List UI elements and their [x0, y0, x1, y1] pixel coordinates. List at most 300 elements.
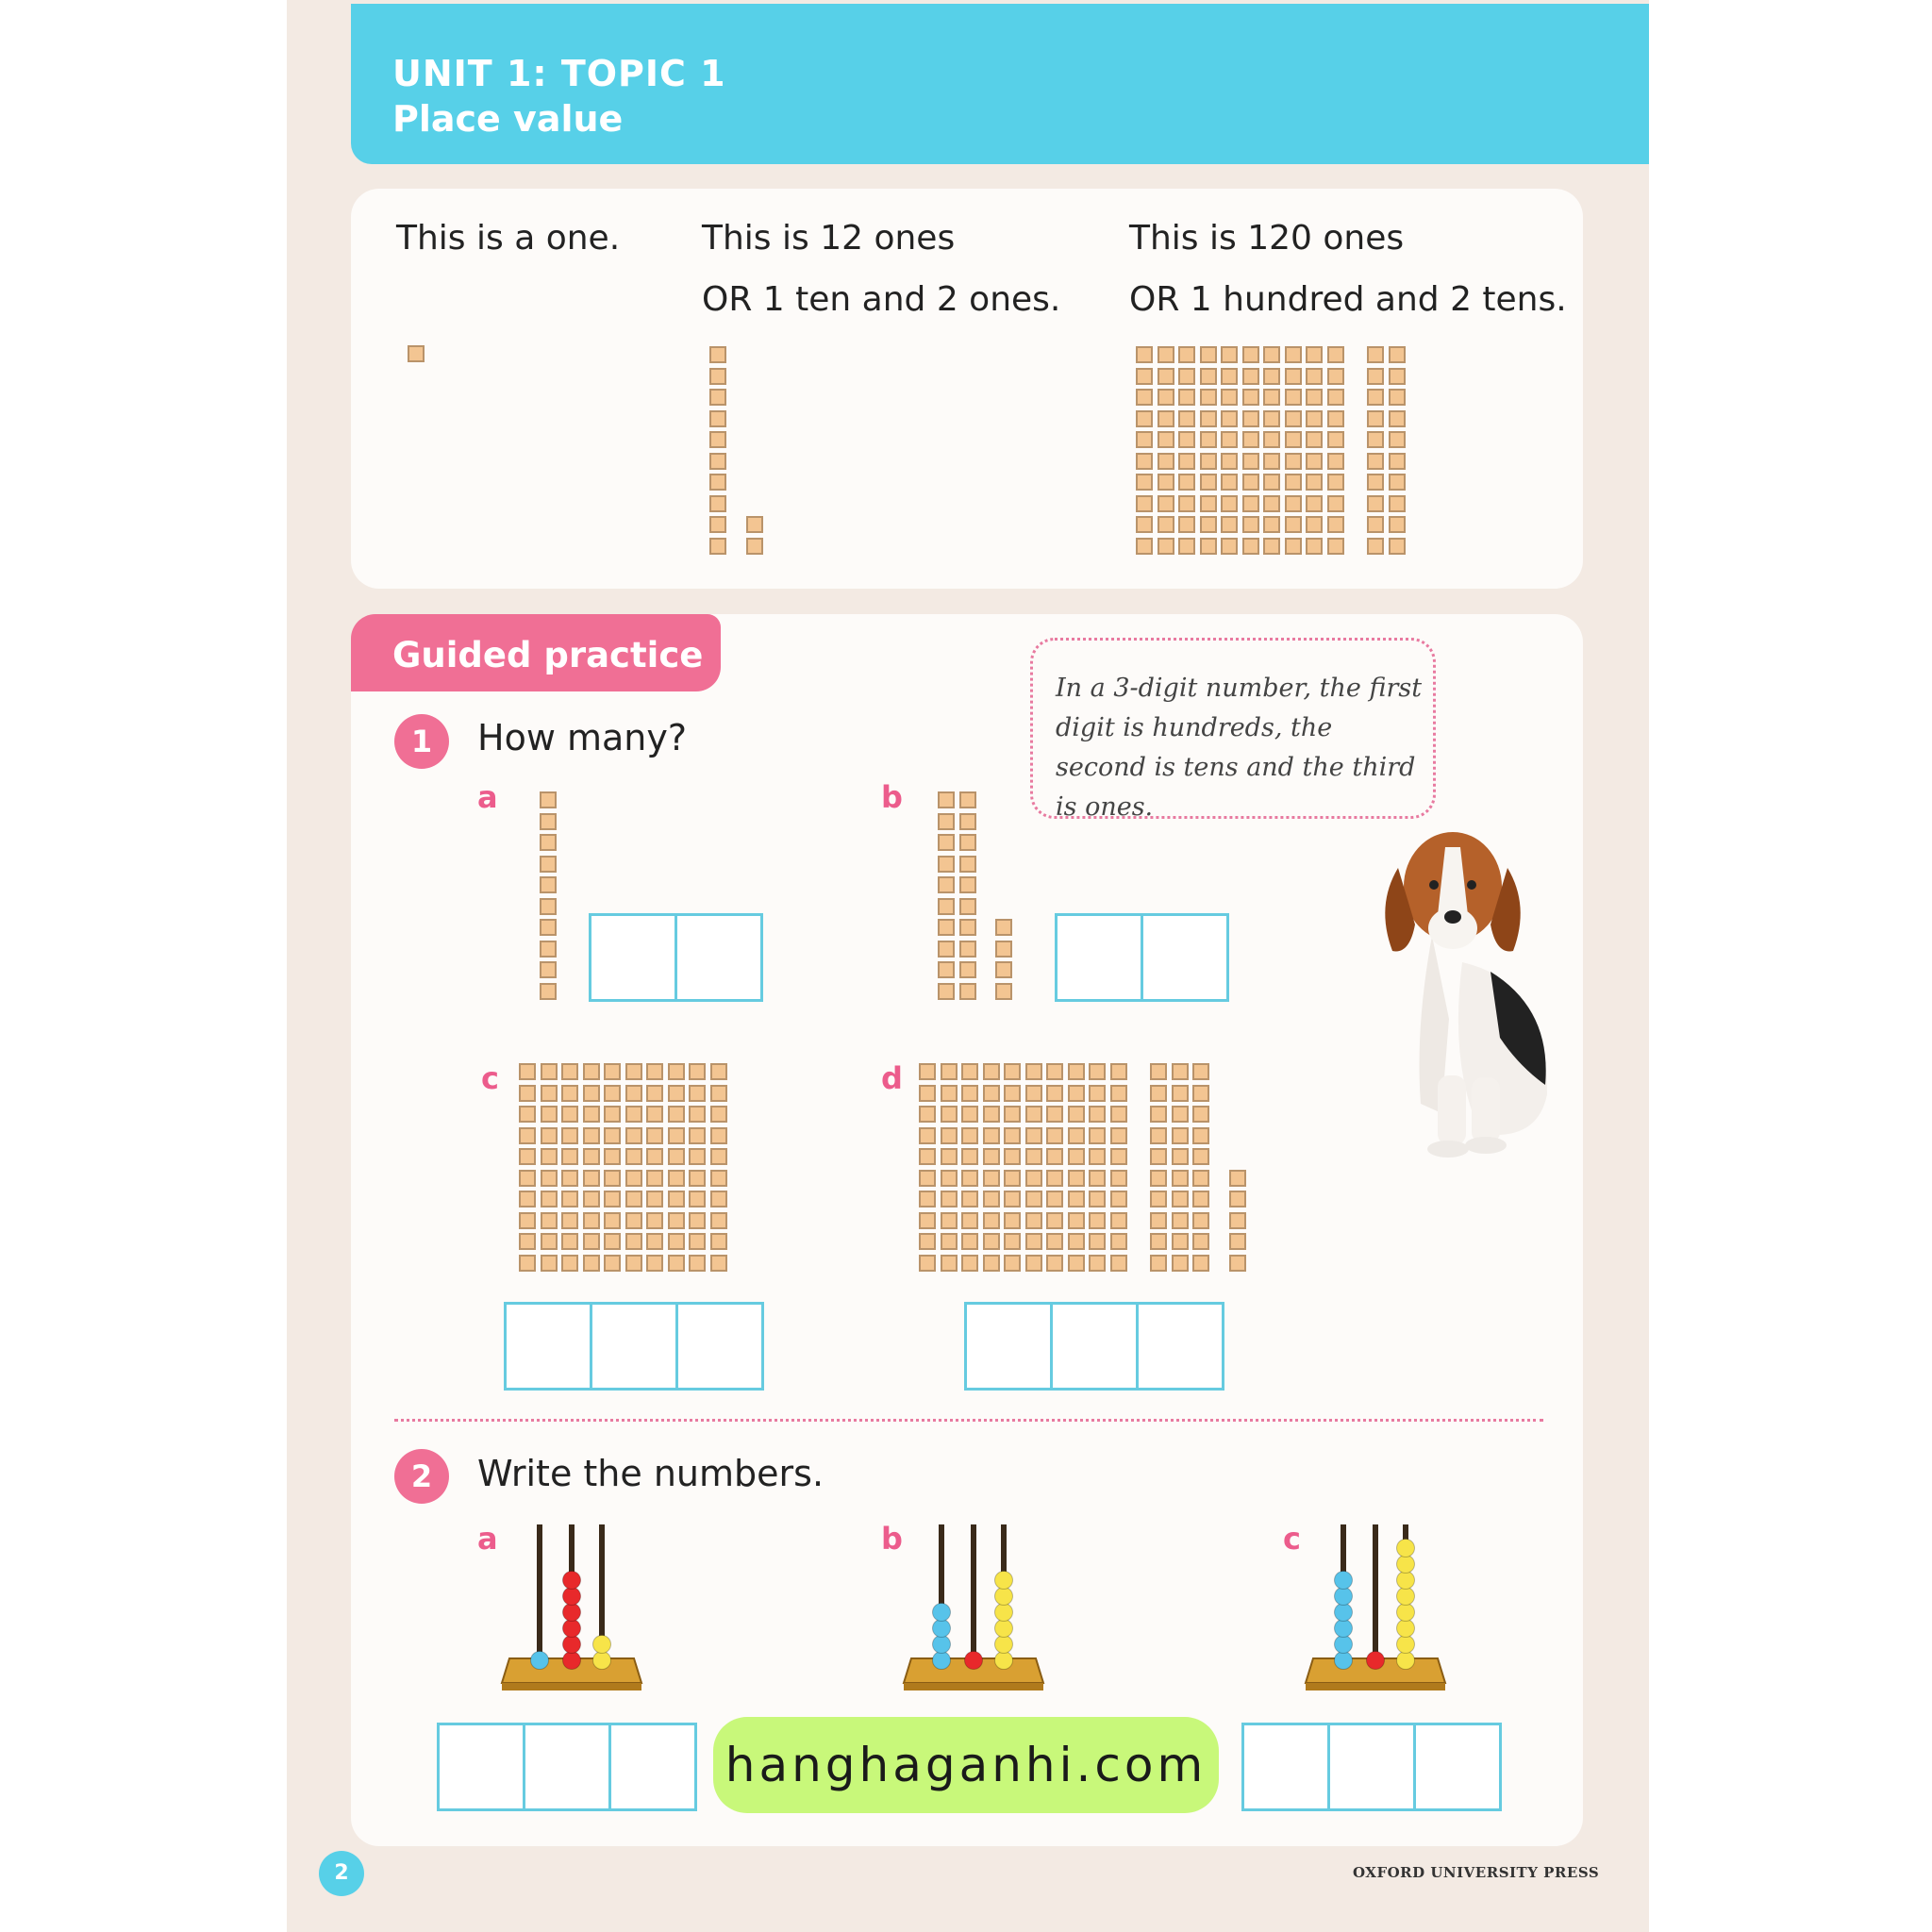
unit-cube — [1263, 474, 1280, 491]
answer-boxes-q2a — [437, 1723, 697, 1811]
unit-cube — [1150, 1085, 1167, 1102]
unit-cube — [1158, 453, 1174, 470]
answer-box-tens[interactable] — [1327, 1723, 1416, 1811]
unit-cube — [1089, 1106, 1106, 1123]
unit-cube — [961, 1148, 978, 1165]
unit-cube — [668, 1255, 685, 1272]
unit-cube — [1367, 431, 1384, 448]
unit-cube — [1367, 410, 1384, 427]
unit-cube — [709, 368, 726, 385]
answer-box-hundreds[interactable] — [504, 1302, 592, 1391]
unit-cube — [604, 1191, 621, 1208]
unit-cube — [1327, 453, 1344, 470]
unit-cube — [604, 1127, 621, 1144]
unit-cube — [710, 1085, 727, 1102]
abacus-bead-hundreds — [1335, 1636, 1353, 1654]
unit-cube — [959, 813, 976, 830]
unit-cube — [959, 961, 976, 978]
unit-cube — [995, 941, 1012, 958]
unit-cube — [1046, 1148, 1063, 1165]
unit-cube — [625, 1212, 642, 1229]
unit-cube — [1136, 474, 1153, 491]
unit-cube — [1110, 1170, 1127, 1187]
answer-box-tens[interactable] — [589, 913, 677, 1002]
unit-cube — [1025, 1085, 1042, 1102]
unit-cube — [1089, 1255, 1106, 1272]
unit-cube — [540, 983, 557, 1000]
unit-cube — [983, 1170, 1000, 1187]
unit-cube — [709, 474, 726, 491]
abacus-rod-tens — [1373, 1524, 1378, 1666]
unit-cube — [646, 1148, 663, 1165]
unit-cube — [541, 1212, 558, 1229]
unit-cube — [1068, 1255, 1085, 1272]
intro-hundred-line2: OR 1 hundred and 2 tens. — [1129, 280, 1567, 319]
unit-cube — [961, 1106, 978, 1123]
unit-cube — [1263, 516, 1280, 533]
q1-label-c: c — [481, 1060, 499, 1096]
unit-cube — [1327, 368, 1344, 385]
unit-cube — [938, 898, 955, 915]
unit-cube — [646, 1085, 663, 1102]
abacus-bead-ones — [1397, 1636, 1415, 1654]
abacus-bead-tens — [563, 1572, 581, 1590]
unit-cube — [668, 1170, 685, 1187]
unit-cube — [540, 834, 557, 851]
unit-cube — [983, 1148, 1000, 1165]
unit-cube — [604, 1233, 621, 1250]
unit-cube — [583, 1148, 600, 1165]
unit-cube — [1172, 1106, 1189, 1123]
answer-box-hundreds[interactable] — [964, 1302, 1053, 1391]
unit-cube — [1389, 495, 1406, 512]
unit-cube — [959, 856, 976, 873]
unit-cube — [1150, 1127, 1167, 1144]
unit-cube — [689, 1255, 706, 1272]
unit-cube — [938, 876, 955, 893]
abacus-bead-ones — [593, 1636, 611, 1654]
unit-cube — [1046, 1127, 1063, 1144]
unit-cube — [604, 1085, 621, 1102]
q1-label-a: a — [477, 779, 498, 815]
unit-cube — [938, 919, 955, 936]
unit-cube — [689, 1127, 706, 1144]
unit-cube — [1178, 538, 1195, 555]
unit-cube — [1229, 1170, 1246, 1187]
abacus-bead-tens — [563, 1588, 581, 1606]
beagle-dog-image — [1358, 830, 1566, 1160]
unit-cube — [1068, 1233, 1085, 1250]
unit-cube — [1242, 474, 1259, 491]
unit-cube — [1172, 1255, 1189, 1272]
unit-cube — [561, 1127, 578, 1144]
unit-cube — [1172, 1233, 1189, 1250]
unit-cube — [1068, 1170, 1085, 1187]
unit-cube — [709, 389, 726, 406]
unit-cube — [959, 898, 976, 915]
abacus-bead-ones — [1397, 1556, 1415, 1574]
unit-cube — [1025, 1170, 1042, 1187]
unit-cube — [561, 1255, 578, 1272]
unit-cube — [1242, 346, 1259, 363]
unit-cube — [746, 538, 763, 555]
unit-cube — [1229, 1233, 1246, 1250]
unit-cube — [919, 1255, 936, 1272]
unit-cube — [689, 1063, 706, 1080]
abacus-bead-ones — [995, 1652, 1013, 1670]
unit-cube — [938, 813, 955, 830]
unit-cube — [1004, 1148, 1021, 1165]
unit-cube — [1200, 538, 1217, 555]
unit-cube — [519, 1170, 536, 1187]
abacus-rod-hundreds — [537, 1524, 542, 1666]
answer-box-tens[interactable] — [1050, 1302, 1139, 1391]
unit-cube — [1306, 410, 1323, 427]
unit-cube — [1285, 474, 1302, 491]
unit-cube — [1068, 1191, 1085, 1208]
unit-cube — [1285, 495, 1302, 512]
unit-cube — [1389, 368, 1406, 385]
unit-cube — [1004, 1127, 1021, 1144]
unit-cube — [1367, 453, 1384, 470]
answer-boxes-q1d — [964, 1302, 1224, 1391]
unit-cube — [1025, 1255, 1042, 1272]
abacus-bead-hundreds — [1335, 1652, 1353, 1670]
publisher-credit: OXFORD UNIVERSITY PRESS — [1353, 1864, 1600, 1881]
unit-cube — [961, 1233, 978, 1250]
abacus-bead-hundreds — [531, 1652, 549, 1670]
unit-cube — [1110, 1233, 1127, 1250]
unit-cube — [604, 1148, 621, 1165]
unit-cube — [1221, 410, 1238, 427]
q2-label-c: c — [1283, 1521, 1301, 1557]
unit-cube — [1178, 431, 1195, 448]
unit-cube — [1221, 495, 1238, 512]
unit-cube — [1200, 431, 1217, 448]
unit-cube — [1285, 516, 1302, 533]
abacus-bead-tens — [563, 1620, 581, 1638]
unit-cube — [1192, 1212, 1209, 1229]
unit-cube — [1110, 1191, 1127, 1208]
unit-cube — [1025, 1063, 1042, 1080]
unit-cube — [941, 1063, 958, 1080]
unit-cube — [1136, 410, 1153, 427]
unit-cube — [961, 1085, 978, 1102]
unit-cube — [1172, 1191, 1189, 1208]
watermark-banner: hanghaganhi.com — [713, 1717, 1219, 1813]
unit-cube — [1004, 1212, 1021, 1229]
unit-cube — [919, 1148, 936, 1165]
unit-cube — [1327, 346, 1344, 363]
unit-cube — [1221, 431, 1238, 448]
answer-box-ones[interactable] — [1141, 913, 1229, 1002]
unit-cube — [689, 1212, 706, 1229]
answer-box-tens[interactable] — [1055, 913, 1143, 1002]
unit-cube — [1172, 1212, 1189, 1229]
unit-cube — [1110, 1255, 1127, 1272]
unit-cube — [959, 791, 976, 808]
unit-heading: UNIT 1: TOPIC 1 — [392, 53, 726, 94]
unit-cube — [1200, 453, 1217, 470]
unit-cube — [1150, 1106, 1167, 1123]
unit-cube — [540, 941, 557, 958]
answer-box-tens[interactable] — [590, 1302, 678, 1391]
unit-cube — [668, 1063, 685, 1080]
unit-cube — [1229, 1191, 1246, 1208]
unit-cube — [710, 1127, 727, 1144]
unit-cube — [625, 1106, 642, 1123]
unit-cube — [604, 1170, 621, 1187]
answer-boxes-q1b — [1055, 913, 1229, 1002]
guided-practice-label: Guided practice — [392, 635, 704, 675]
unit-cube — [408, 345, 425, 362]
unit-cube — [540, 791, 557, 808]
unit-cube — [1110, 1127, 1127, 1144]
unit-cube — [1263, 410, 1280, 427]
unit-cube — [995, 983, 1012, 1000]
unit-cube — [941, 1233, 958, 1250]
answer-box-ones[interactable] — [675, 1302, 764, 1391]
abacus-bead-hundreds — [933, 1604, 951, 1622]
unit-cube — [1192, 1127, 1209, 1144]
unit-cube — [1306, 346, 1323, 363]
abacus-bead-hundreds — [1335, 1572, 1353, 1590]
intro-hundred-line1: This is 120 ones — [1129, 219, 1405, 258]
unit-cube — [983, 1106, 1000, 1123]
unit-cube — [1025, 1233, 1042, 1250]
unit-cube — [646, 1212, 663, 1229]
unit-cube — [541, 1085, 558, 1102]
unit-cube — [710, 1255, 727, 1272]
unit-cube — [1136, 389, 1153, 406]
unit-cube — [583, 1106, 600, 1123]
abacus-bead-ones — [1397, 1620, 1415, 1638]
abacus-bead-hundreds — [1335, 1620, 1353, 1638]
unit-cube — [1025, 1191, 1042, 1208]
unit-cube — [959, 941, 976, 958]
unit-cube — [541, 1233, 558, 1250]
abacus-bead-hundreds — [933, 1636, 951, 1654]
q2-label-a: a — [477, 1521, 498, 1557]
unit-cube — [625, 1063, 642, 1080]
unit-cube — [668, 1106, 685, 1123]
unit-cube — [941, 1127, 958, 1144]
unit-cube — [1158, 495, 1174, 512]
answer-box-ones[interactable] — [1413, 1723, 1502, 1811]
unit-cube — [540, 813, 557, 830]
unit-cube — [561, 1106, 578, 1123]
unit-cube — [646, 1127, 663, 1144]
abacus-bead-ones — [995, 1588, 1013, 1606]
unit-cube — [1242, 368, 1259, 385]
abacus-bead-ones — [995, 1636, 1013, 1654]
unit-cube — [941, 1191, 958, 1208]
unit-cube — [1158, 431, 1174, 448]
abacus-bead-ones — [1397, 1604, 1415, 1622]
question-2-text: Write the numbers. — [477, 1453, 824, 1494]
unit-cube — [710, 1212, 727, 1229]
unit-cube — [961, 1127, 978, 1144]
unit-cube — [1285, 368, 1302, 385]
answer-box-hundreds[interactable] — [1241, 1723, 1330, 1811]
unit-cube — [1389, 474, 1406, 491]
unit-cube — [983, 1085, 1000, 1102]
unit-cube — [1263, 495, 1280, 512]
unit-cube — [1285, 346, 1302, 363]
unit-cube — [668, 1085, 685, 1102]
unit-cube — [709, 538, 726, 555]
unit-cube — [1150, 1170, 1167, 1187]
unit-cube — [1221, 346, 1238, 363]
unit-cube — [1025, 1148, 1042, 1165]
unit-cube — [604, 1212, 621, 1229]
unit-cube — [541, 1127, 558, 1144]
answer-box-tens[interactable] — [523, 1723, 611, 1811]
unit-cube — [710, 1191, 727, 1208]
unit-cube — [540, 876, 557, 893]
unit-cube — [919, 1212, 936, 1229]
unit-cube — [1110, 1212, 1127, 1229]
unit-cube — [1192, 1170, 1209, 1187]
unit-cube — [1221, 538, 1238, 555]
unit-cube — [1242, 538, 1259, 555]
abacus-bead-ones — [995, 1604, 1013, 1622]
unit-cube — [1150, 1148, 1167, 1165]
unit-cube — [1367, 495, 1384, 512]
unit-cube — [1263, 389, 1280, 406]
unit-cube — [983, 1212, 1000, 1229]
unit-cube — [1172, 1170, 1189, 1187]
unit-cube — [1389, 431, 1406, 448]
unit-cube — [961, 1170, 978, 1187]
answer-box-hundreds[interactable] — [437, 1723, 525, 1811]
abacus-bead-ones — [995, 1620, 1013, 1638]
abacus-rod-tens — [971, 1524, 976, 1666]
unit-cube — [710, 1233, 727, 1250]
unit-cube — [1285, 538, 1302, 555]
unit-cube — [1263, 453, 1280, 470]
unit-cube — [519, 1191, 536, 1208]
unit-cube — [941, 1212, 958, 1229]
unit-cube — [1004, 1191, 1021, 1208]
unit-cube — [689, 1170, 706, 1187]
unit-cube — [1200, 495, 1217, 512]
unit-cube — [1389, 516, 1406, 533]
unit-cube — [625, 1148, 642, 1165]
unit-cube — [646, 1233, 663, 1250]
abacus-c — [1300, 1515, 1451, 1704]
unit-cube — [604, 1106, 621, 1123]
answer-box-ones[interactable] — [1136, 1302, 1224, 1391]
unit-cube — [1004, 1063, 1021, 1080]
unit-cube — [1285, 389, 1302, 406]
unit-cube — [519, 1233, 536, 1250]
unit-cube — [1306, 453, 1323, 470]
abacus-bead-tens — [563, 1604, 581, 1622]
unit-cube — [1158, 516, 1174, 533]
unit-cube — [1025, 1127, 1042, 1144]
unit-cube — [1389, 346, 1406, 363]
unit-cube — [583, 1212, 600, 1229]
unit-cube — [541, 1170, 558, 1187]
unit-cube — [919, 1127, 936, 1144]
unit-cube — [1004, 1106, 1021, 1123]
unit-cube — [1327, 389, 1344, 406]
unit-cube — [561, 1233, 578, 1250]
unit-cube — [541, 1191, 558, 1208]
unit-cube — [1150, 1191, 1167, 1208]
unit-cube — [1327, 474, 1344, 491]
answer-box-ones[interactable] — [675, 913, 763, 1002]
unit-cube — [1172, 1127, 1189, 1144]
unit-cube — [709, 346, 726, 363]
unit-cube — [1150, 1063, 1167, 1080]
abacus-bead-ones — [1397, 1540, 1415, 1557]
unit-cube — [1110, 1106, 1127, 1123]
unit-cube — [541, 1106, 558, 1123]
unit-cube — [1136, 431, 1153, 448]
unit-cube — [919, 1106, 936, 1123]
unit-cube — [604, 1063, 621, 1080]
unit-cube — [689, 1106, 706, 1123]
unit-cube — [1110, 1148, 1127, 1165]
unit-cube — [710, 1170, 727, 1187]
unit-cube — [561, 1212, 578, 1229]
unit-cube — [1327, 516, 1344, 533]
unit-cube — [1178, 474, 1195, 491]
unit-cube — [938, 983, 955, 1000]
unit-cube — [1200, 474, 1217, 491]
unit-cube — [1089, 1212, 1106, 1229]
unit-cube — [938, 941, 955, 958]
unit-cube — [1172, 1085, 1189, 1102]
unit-cube — [1046, 1212, 1063, 1229]
unit-cube — [668, 1212, 685, 1229]
unit-cube — [938, 791, 955, 808]
unit-cube — [541, 1255, 558, 1272]
unit-cube — [1192, 1085, 1209, 1102]
unit-cube — [1068, 1127, 1085, 1144]
unit-cube — [1089, 1191, 1106, 1208]
intro-twelve-line1: This is 12 ones — [702, 219, 956, 258]
unit-cube — [1306, 495, 1323, 512]
unit-cube — [519, 1212, 536, 1229]
answer-box-ones[interactable] — [608, 1723, 697, 1811]
unit-cube — [646, 1191, 663, 1208]
q1-label-d: d — [881, 1060, 903, 1096]
unit-cube — [1068, 1085, 1085, 1102]
unit-cube — [941, 1255, 958, 1272]
unit-cube — [1327, 495, 1344, 512]
unit-cube — [959, 876, 976, 893]
unit-cube — [561, 1148, 578, 1165]
unit-cube — [604, 1255, 621, 1272]
unit-cube — [1046, 1170, 1063, 1187]
unit-cube — [625, 1233, 642, 1250]
unit-cube — [1025, 1212, 1042, 1229]
unit-cube — [983, 1127, 1000, 1144]
unit-cube — [1172, 1063, 1189, 1080]
unit-cube — [1178, 346, 1195, 363]
unit-cube — [1089, 1170, 1106, 1187]
unit-cube — [646, 1063, 663, 1080]
unit-cube — [668, 1233, 685, 1250]
unit-cube — [1150, 1212, 1167, 1229]
unit-cube — [983, 1233, 1000, 1250]
unit-cube — [1327, 431, 1344, 448]
unit-cube — [1046, 1233, 1063, 1250]
abacus-bead-tens — [1367, 1652, 1385, 1670]
